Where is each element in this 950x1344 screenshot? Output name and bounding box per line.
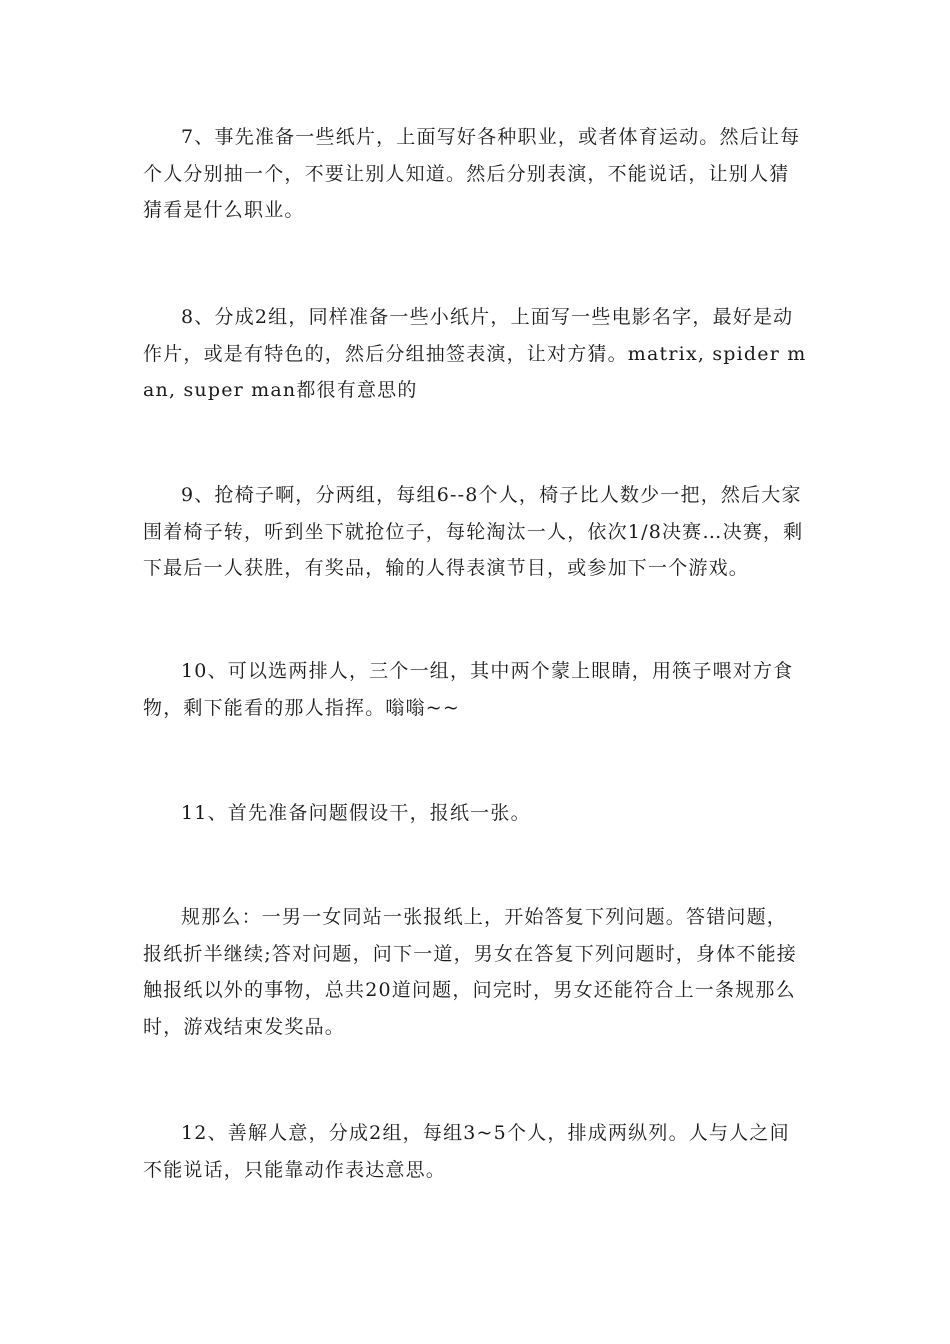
paragraph-9-musical-chairs: 9、抢椅子啊，分两组，每组6--8个人，椅子比人数少一把，然后大家围着椅子转，听到坐下就抢位子，每轮淘汰一人，依次1/8决赛…决赛，剩下最后一人获胜，有奖品，输的人得表演节目，或参加下一个游戏。 [143,484,804,579]
paragraph-8-movie-charades: 8、分成2组，同样准备一些小纸片，上面写一些电影名字，最好是动作片，或是有特色的，然后分组抽签表演，让对方猜。matrix, spider man, super man都很有意思的 [143,306,807,401]
paragraph-12-mime-relay: 12、善解人意，分成2组，每组3~5个人，排成两纵列。人与人之间不能说话，只能靠动作表达意思。 [143,1122,790,1181]
paragraph-7-occupation-game: 7、事先准备一些纸片，上面写好各种职业，或者体育运动。然后让每个人分别抽一个，不要让别人知道。然后分别表演，不能说话，让别人猜猜看是什么职业。 [143,126,801,221]
paragraph-rules: 规那么：一男一女同站一张报纸上，开始答复下列问题。答错问题，报纸折半继续;答对问题，问下一道，男女在答复下列问题时，身体不能接触报纸以外的事物，总共20道问题，问完时，男女还能符合上一条规那么时，游戏结束发奖品。 [143,906,798,1038]
paragraph-11-newspaper-quiz: 11、首先准备问题假设干，报纸一张。 [181,802,531,824]
paragraph-10-blindfold-feeding: 10、可以选两排人，三个一组，其中两个蒙上眼睛，用筷子喂对方食物，剩下能看的那人指挥。嗡嗡~~ [143,660,794,719]
